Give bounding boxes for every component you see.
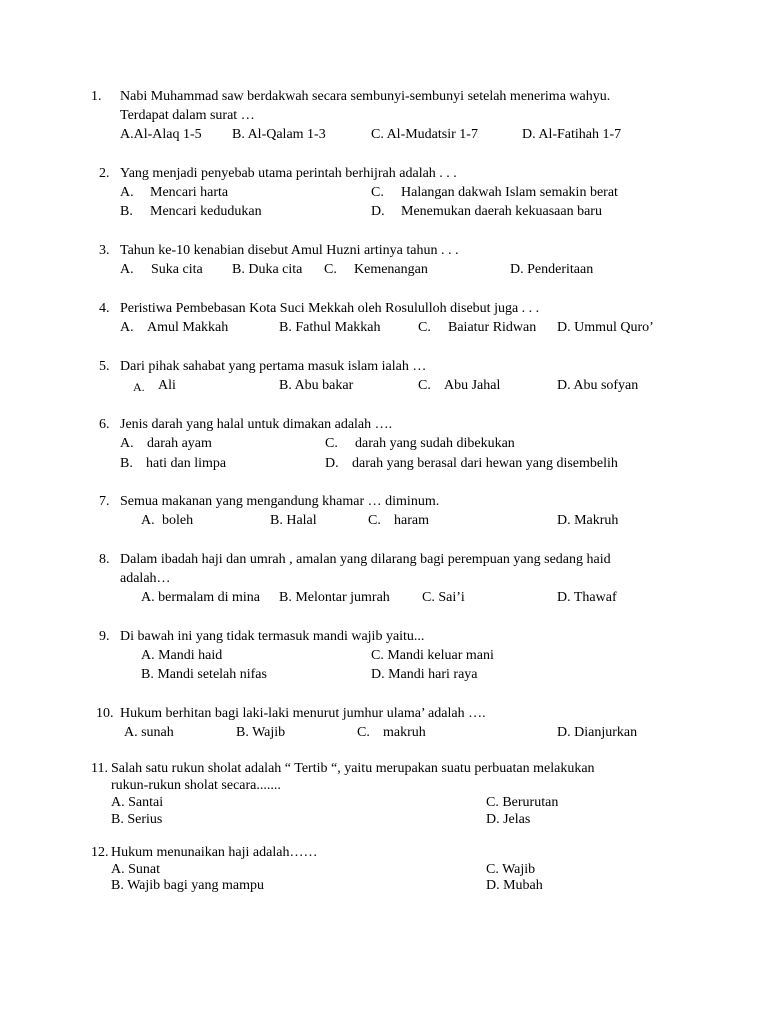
option-c: darah yang sudah dibekukan [355, 436, 515, 451]
question-number: 5. [99, 359, 110, 374]
question-text: Peristiwa Pembebasan Kota Suci Mekkah oleh Rosululloh disebut juga . . . [120, 301, 540, 316]
option-c-letter: C. [325, 436, 338, 451]
option-d: D. Al-Fatihah 1-7 [522, 127, 622, 142]
option-a: A. Sunat [111, 862, 160, 877]
question-number: 10. [96, 706, 114, 721]
question-number: 7. [99, 494, 110, 509]
option-b: B. Fathul Makkah [279, 320, 381, 335]
option-d: Menemukan daerah kekuasaan baru [401, 204, 602, 219]
question-number: 12. [91, 845, 109, 860]
option-d-letter: D. [371, 204, 385, 219]
option-a: A. bermalam di mina [141, 590, 260, 605]
option-c-letter: C. [418, 378, 431, 393]
option-b: B. Abu bakar [279, 378, 354, 393]
option-c: C. Al-Mudatsir 1-7 [371, 127, 478, 142]
option-a-letter: A. [133, 380, 145, 394]
option-a: A. sunah [124, 725, 174, 740]
option-a-letter: A. [141, 513, 155, 528]
question-number: 6. [99, 417, 110, 432]
option-d: D. Makruh [557, 513, 619, 528]
question-text: Semua makanan yang mengandung khamar … diminum. [120, 494, 440, 509]
question-number: 4. [99, 301, 110, 316]
option-c-letter: C. [371, 185, 384, 200]
option-b-letter: B. [120, 204, 133, 219]
option-d: D. Mubah [486, 878, 543, 893]
option-c-letter: C. [324, 262, 337, 277]
option-a-letter: A. [120, 320, 134, 335]
question-number: 11. [91, 761, 108, 776]
option-a: boleh [162, 513, 194, 528]
option-a: Ali [158, 378, 176, 393]
option-b: Mencari kedudukan [150, 204, 262, 219]
option-d: D. Ummul Quro’ [557, 320, 654, 335]
option-b: B. Al-Qalam 1-3 [232, 127, 326, 142]
option-c: C. Mandi keluar mani [371, 648, 494, 663]
option-b-letter: B. [120, 456, 133, 471]
option-d: darah yang berasal dari hewan yang disembelih [352, 456, 618, 471]
question-text: Yang menjadi penyebab utama perintah berhijrah adalah . . . [120, 166, 457, 181]
option-c-letter: C. [368, 513, 381, 528]
option-c: Kemenangan [354, 262, 428, 277]
question-text: Terdapat dalam surat … [120, 108, 255, 123]
option-c: makruh [383, 725, 426, 740]
option-a: Amul Makkah [147, 320, 229, 335]
question-text: Tahun ke-10 kenabian disebut Amul Huzni artinya tahun . . . [120, 243, 459, 258]
option-b: B. Serius [111, 812, 163, 827]
option-c: Baiatur Ridwan [448, 320, 537, 335]
option-a-letter: A. [120, 185, 134, 200]
option-c: C. Wajib [486, 862, 536, 877]
question-text: Dari pihak sahabat yang pertama masuk islam ialah … [120, 359, 427, 374]
option-c: Abu Jahal [444, 378, 501, 393]
option-a: Suka cita [151, 262, 203, 277]
option-d: D. Thawaf [557, 590, 617, 605]
question-number: 1. [91, 89, 102, 104]
question-number: 3. [99, 243, 110, 258]
question-text: Dalam ibadah haji dan umrah , amalan yang dilarang bagi perempuan yang sedang haid [120, 552, 611, 567]
option-c: C. Sai’i [422, 590, 465, 605]
option-a: A.Al-Alaq 1-5 [120, 127, 202, 142]
option-a: darah ayam [147, 436, 212, 451]
question-number: 2. [99, 166, 110, 181]
question-text: Hukum menunaikan haji adalah…… [111, 845, 318, 860]
option-b: B. Duka cita [232, 262, 303, 277]
question-text: Hukum berhitan bagi laki-laki menurut jumhur ulama’ adalah …. [120, 706, 486, 721]
option-c-letter: C. [418, 320, 431, 335]
question-text: Salah satu rukun sholat adalah “ Tertib “, yaitu merupakan suatu perbuatan melakukan [111, 761, 595, 776]
option-b: B. Wajib [236, 725, 286, 740]
question-number: 9. [99, 629, 110, 644]
option-a: A. Mandi haid [141, 648, 223, 663]
option-a-letter: A. [120, 262, 134, 277]
option-a: A. Santai [111, 795, 164, 810]
option-d-letter: D. [325, 456, 339, 471]
option-b: B. Halal [270, 513, 317, 528]
option-c: C. Berurutan [486, 795, 559, 810]
option-b: B. Wajib bagi yang mampu [111, 878, 264, 893]
option-b: hati dan limpa [146, 456, 227, 471]
option-c: haram [394, 513, 429, 528]
question-text: Di bawah ini yang tidak termasuk mandi wajib yaitu... [120, 629, 425, 644]
option-d: D. Jelas [486, 812, 531, 827]
option-d: D. Dianjurkan [557, 725, 638, 740]
option-d: D. Penderitaan [510, 262, 594, 277]
question-text: Nabi Muhammad saw berdakwah secara sembunyi-sembunyi setelah menerima wahyu. [120, 89, 611, 104]
option-c: Halangan dakwah Islam semakin berat [401, 185, 618, 200]
option-c-letter: C. [357, 725, 370, 740]
option-d: D. Mandi hari raya [371, 667, 478, 682]
question-text: Jenis darah yang halal untuk dimakan adalah …. [120, 417, 393, 432]
option-a: Mencari harta [150, 185, 229, 200]
option-d: D. Abu sofyan [557, 378, 639, 393]
question-number: 8. [99, 552, 110, 567]
question-text: rukun-rukun sholat secara....... [111, 778, 281, 793]
option-b: B. Mandi setelah nifas [141, 667, 267, 682]
option-a-letter: A. [120, 436, 134, 451]
option-b: B. Melontar jumrah [279, 590, 390, 605]
question-text: adalah… [120, 571, 171, 586]
